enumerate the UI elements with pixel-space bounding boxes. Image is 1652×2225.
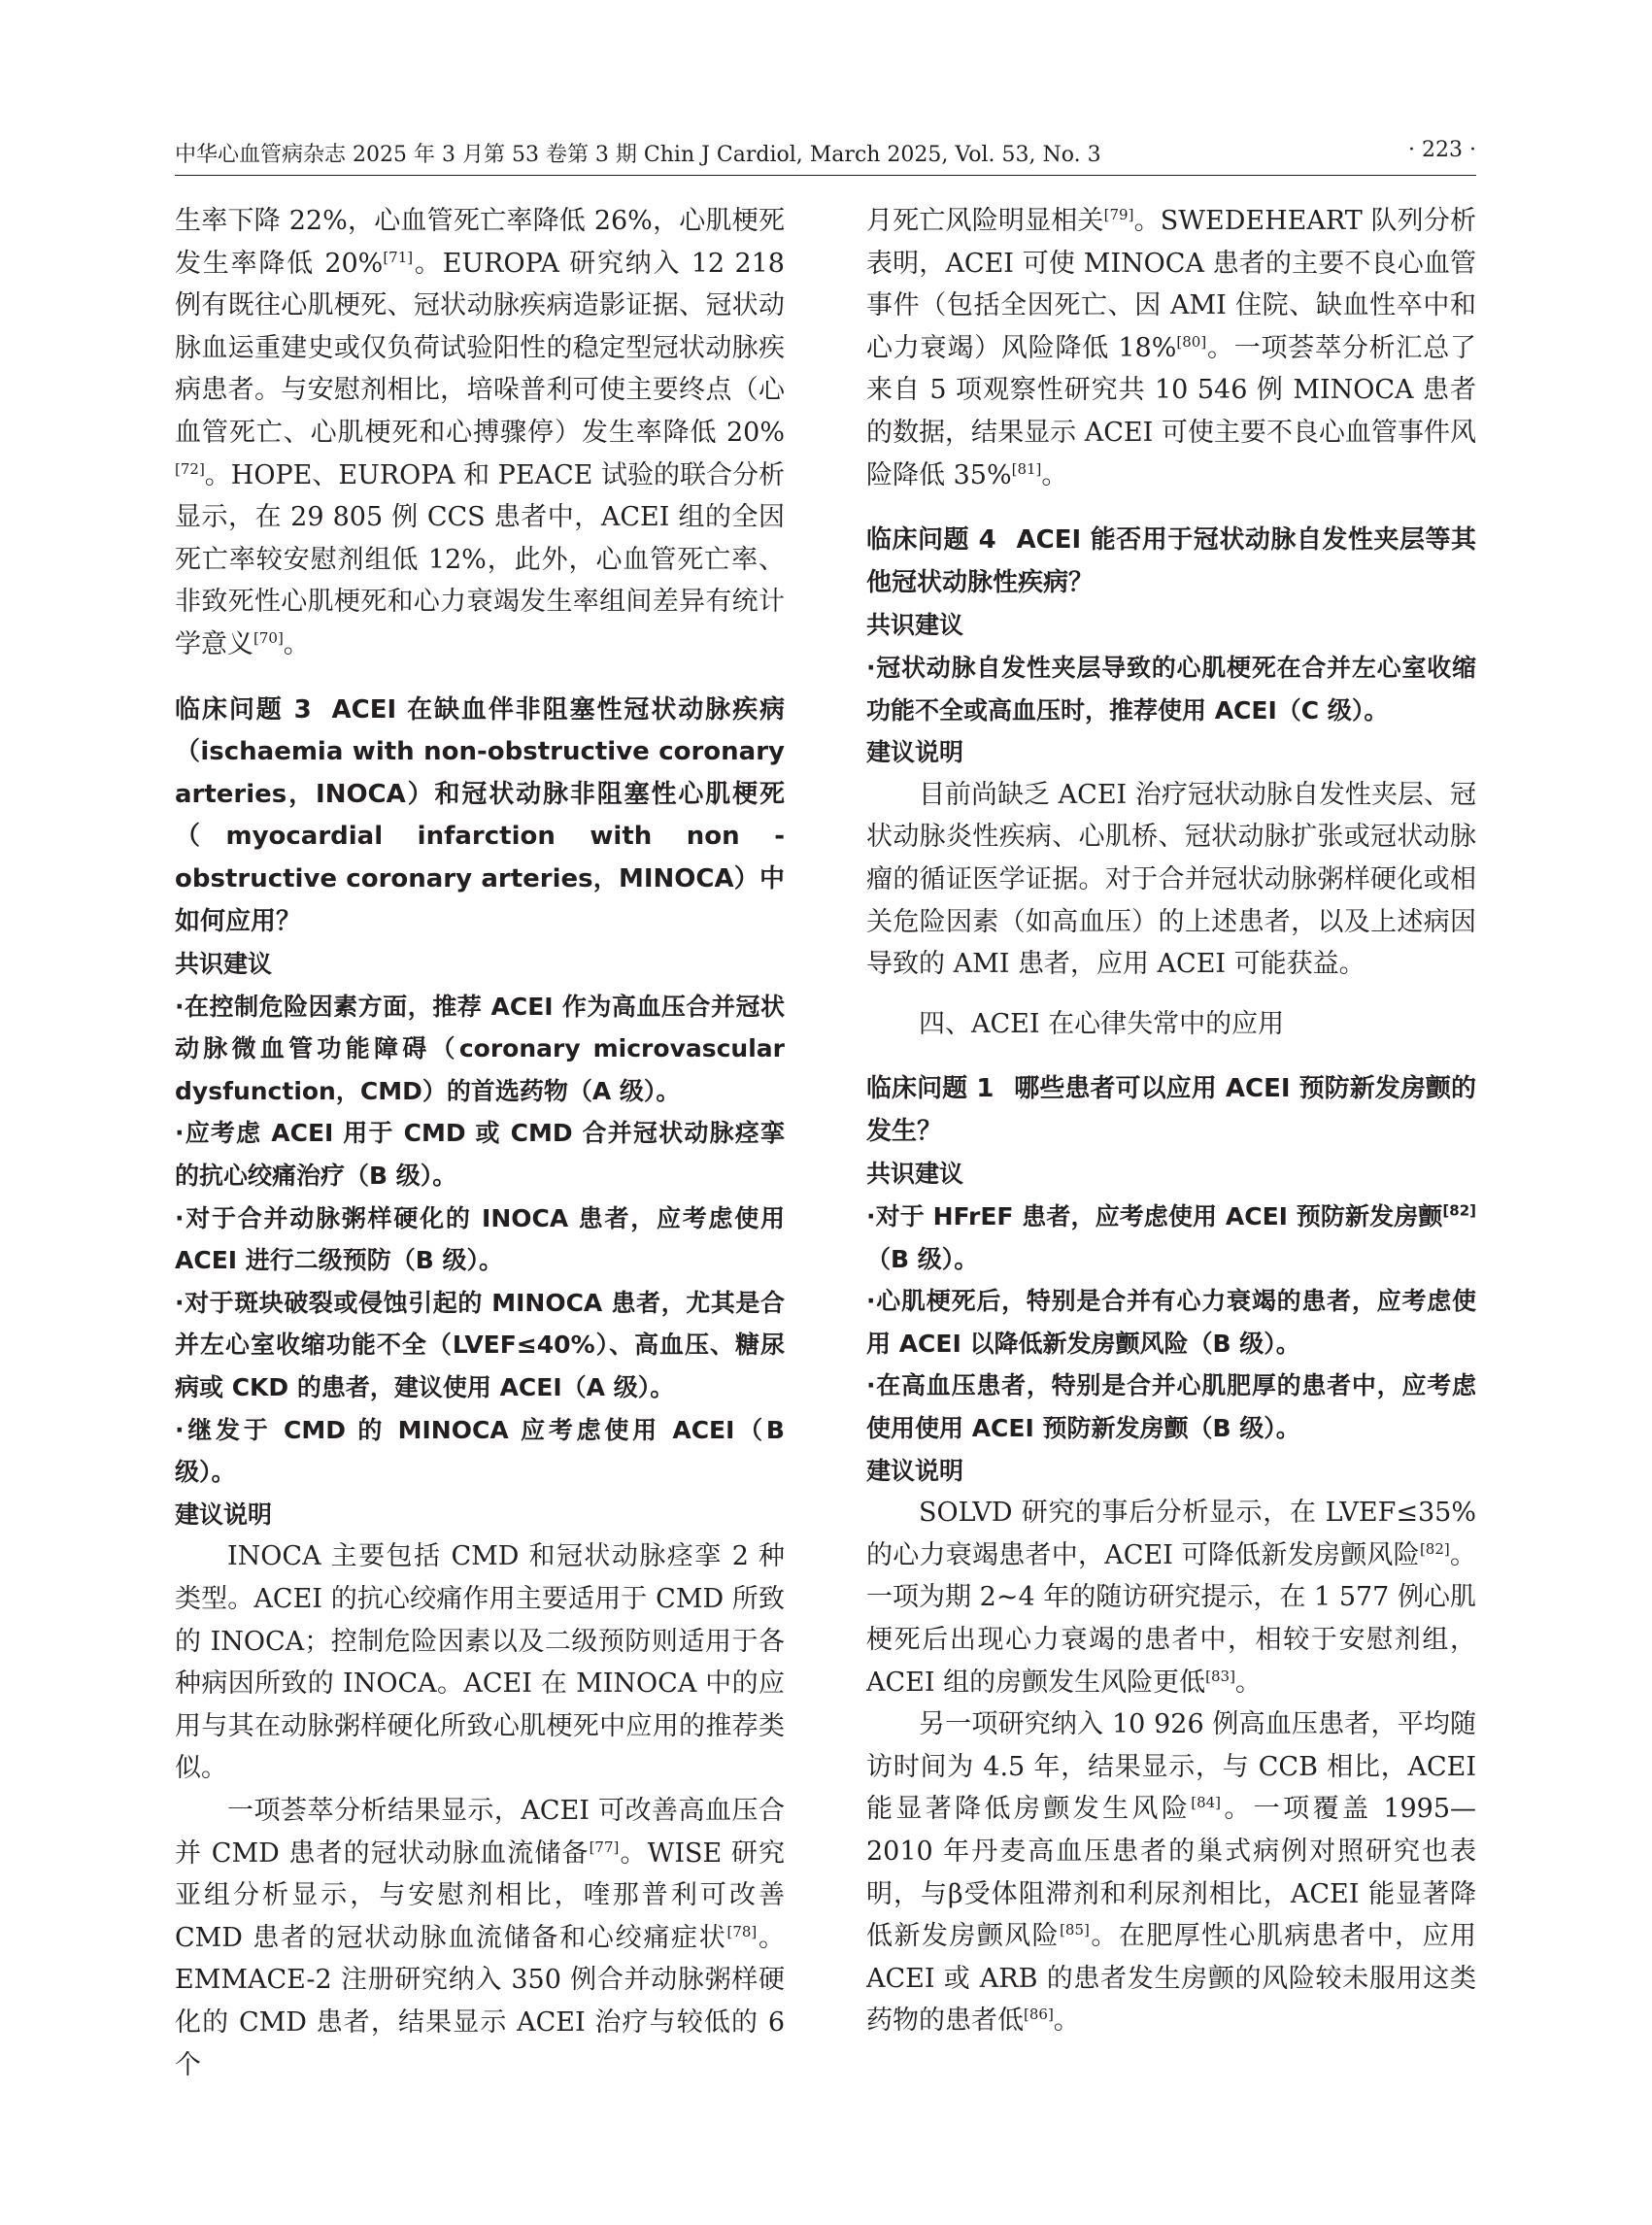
citation-ref: [80]	[1176, 332, 1207, 351]
citation-ref: [81]	[1011, 459, 1042, 478]
recommendation: ·在高血压患者，特别是合并心肌肥厚的患者中，应考虑使用使用 ACEI 预防新发房颤（B 级）。	[866, 1371, 1476, 1443]
spacer	[175, 666, 785, 690]
paragraph-minoca-evidence: 月死亡风险明显相关[79]。SWEDEHEART 队列分析表明，ACEI 可使 MINOCA 患者的主要不良心血管事件（包括全因死亡、因 AMI 住院、缺血性卒中和心力衰竭）风险降低 18%[80]。一项荟萃分析汇总了来自 5 项观察性研究共 10 546 例 MINOCA 患者的数据，结果显示 ACEI 可使主要不良心血管事件风险降低 35%[81]。	[866, 206, 1477, 490]
citation-ref: [79]	[1103, 206, 1134, 223]
citation-ref: [82]	[1442, 1201, 1476, 1220]
citation-ref: [86]	[1024, 2006, 1054, 2024]
explanation-heading: 建议说明	[866, 738, 964, 767]
citation-ref: [72]	[175, 459, 205, 478]
citation-ref: [77]	[589, 1837, 620, 1856]
recommendation: ·对于合并动脉粥样硬化的 INOCA 患者，应考虑使用 ACEI 进行二级预防（B 级）。	[175, 1203, 785, 1275]
journal-citation: 中华心血管病杂志 2025 年 3 月第 53 卷第 3 期 Chin J Cardiol, March 2025, Vol. 53, No. 3	[175, 143, 1101, 167]
paragraph-meta-analysis: 一项荟萃分析结果显示，ACEI 可改善高血压合并 CMD 患者的冠状动脉血流储备[77]。WISE 研究亚组分析显示，与安慰剂相比，喹那普利可改善 CMD 患者的冠状动脉血流储备和心绞痛症状[78]。EMMACE-2 注册研究纳入 350 例合并动脉粥样硬化的 CMD 患者，结果显示 ACEI 治疗与较低的 6 个	[175, 1795, 785, 2080]
paragraph-ccs-trials: 生率下降 22%，心血管死亡率降低 26%，心肌梗死发生率降低 20%[71]。EUROPA 研究纳入 12 218 例有既往心肌梗死、冠状动脉疾病造影证据、冠状动脉血运重建史或仅负荷试验阳性的稳定型冠状动脉疾病患者。与安慰剂相比，培哚普利可使主要终点（心血管死亡、心肌梗死和心搏骤停）发生率降低 20%[72]。HOPE、EUROPA 和 PEACE 试验的联合分析显示，在 29 805 例 CCS 患者中，ACEI 组的全因死亡率较安慰剂组低 12%，此外，心血管死亡率、非致死性心肌梗死和心力衰竭发生率组间差异有统计学意义[70]。	[175, 206, 785, 659]
explanation-heading: 建议说明	[175, 1500, 273, 1529]
paragraph-solvd: SOLVD 研究的事后分析显示，在 LVEF≤35% 的心力衰竭患者中，ACEI 可降低新发房颤风险[82]。一项为期 2~4 年的随访研究提示，在 1 577 例心肌梗死后出现心力衰竭的患者中，相较于安慰剂组，ACEI 组的房颤发生风险更低[83]。	[866, 1498, 1477, 1698]
clinical-question-1: 临床问题 1 哪些患者可以应用 ACEI 预防新发房颤的发生？	[866, 1074, 1476, 1146]
recommendation: ·冠状动脉自发性夹层导致的心肌梗死在合并左心室收缩功能不全或高血压时，推荐使用 ACEI（C 级）。	[866, 653, 1476, 725]
citation-ref: [70]	[253, 628, 284, 647]
citation-ref: [78]	[726, 1922, 758, 1940]
recommendation: ·对于斑块破裂或侵蚀引起的 MINOCA 患者，尤其是合并左心室收缩功能不全（LVEF≤40%）、高血压、糖尿病或 CKD 的患者，建议使用 ACEI（A 级）。	[175, 1288, 785, 1402]
recommendation: ·心肌梗死后，特别是合并有心力衰竭的患者，应考虑使用 ACEI 以降低新发房颤风险（B 级）。	[866, 1287, 1476, 1358]
clinical-question-4: 临床问题 4 ACEI 能否用于冠状动脉自发性夹层等其他冠状动脉性疾病？	[866, 525, 1476, 597]
recommendation: ·在控制危险因素方面，推荐 ACEI 作为高血压合并冠状动脉微血管功能障碍（coronary microvascular dysfunction，CMD）的首选药物（A 级）。	[175, 992, 785, 1105]
citation-ref: [84]	[1191, 1794, 1222, 1812]
clinical-question-3: 临床问题 3 ACEI 在缺血伴非阻塞性冠状动脉疾病（ischaemia with non-obstructive coronary arteries，INOCA）和冠状动脉非阻塞性心肌梗死（myocardial infarction with non - obstructive coronary arteries，MINOCA）中如何应用？	[175, 694, 785, 936]
spacer	[866, 986, 1476, 1003]
page-number: · 223 ·	[1408, 138, 1476, 162]
citation-ref: [83]	[1205, 1667, 1235, 1685]
citation-ref: [82]	[1419, 1539, 1450, 1558]
citation-ref: [85]	[1060, 1921, 1090, 1939]
paragraph-inoca-types: INOCA 主要包括 CMD 和冠状动脉痉挛 2 种类型。ACEI 的抗心绞痛作用主要适用于 CMD 所致的 INOCA；控制危险因素以及二级预防则适用于各种病因所致的 INOCA。ACEI 在 MINOCA 中的应用与其在动脉粥样硬化所致心肌梗死中应用的推荐类似。	[175, 1541, 785, 1784]
left-column	[175, 200, 785, 2086]
running-header	[175, 132, 1476, 171]
header-rule	[175, 175, 1476, 176]
section-heading-arrhythmia: 四、ACEI 在心律失常中的应用	[919, 1008, 1285, 1039]
paragraph-hypertension-af: 另一项研究纳入 10 926 例高血压患者，平均随访时间为 4.5 年，结果显示，与 CCB 相比，ACEI 能显著降低房颤发生风险[84]。一项覆盖 1995—2010 年丹麦高血压患者的巢式病例对照研究也表明，与β受体阻滞剂和利尿剂相比，ACEI 能显著降低新发房颤风险[85]。在肥厚性心肌病患者中，应用 ACEI 或 ARB 的患者发生房颤的风险较未服用这类药物的患者低[86]。	[866, 1709, 1477, 2037]
paragraph-scad: 目前尚缺乏 ACEI 治疗冠状动脉自发性夹层、冠状动脉炎性疾病、心肌桥、冠状动脉扩张或冠状动脉瘤的循证医学证据。对于合并冠状动脉粥样硬化或相关危险因素（如高血压）的上述患者，以及上述病因导致的 AMI 患者，应用 ACEI 可能获益。	[866, 779, 1476, 980]
consensus-heading: 共识建议	[175, 950, 273, 979]
right-column	[866, 200, 1476, 2042]
recommendation: ·继发于 CMD 的 MINOCA 应考虑使用 ACEI（B 级）。	[175, 1415, 785, 1487]
citation-ref: [71]	[383, 248, 414, 266]
recommendation: ·对于 HFrEF 患者，应考虑使用 ACEI 预防新发房颤[82]（B 级）。	[866, 1201, 1476, 1273]
spacer	[866, 496, 1476, 520]
consensus-heading: 共识建议	[866, 1160, 964, 1189]
consensus-heading: 共识建议	[866, 611, 964, 640]
spacer	[866, 1045, 1476, 1068]
recommendation: ·应考虑 ACEI 用于 CMD 或 CMD 合并冠状动脉痉挛的抗心绞痛治疗（B 级）。	[175, 1119, 785, 1191]
explanation-heading: 建议说明	[866, 1456, 964, 1485]
